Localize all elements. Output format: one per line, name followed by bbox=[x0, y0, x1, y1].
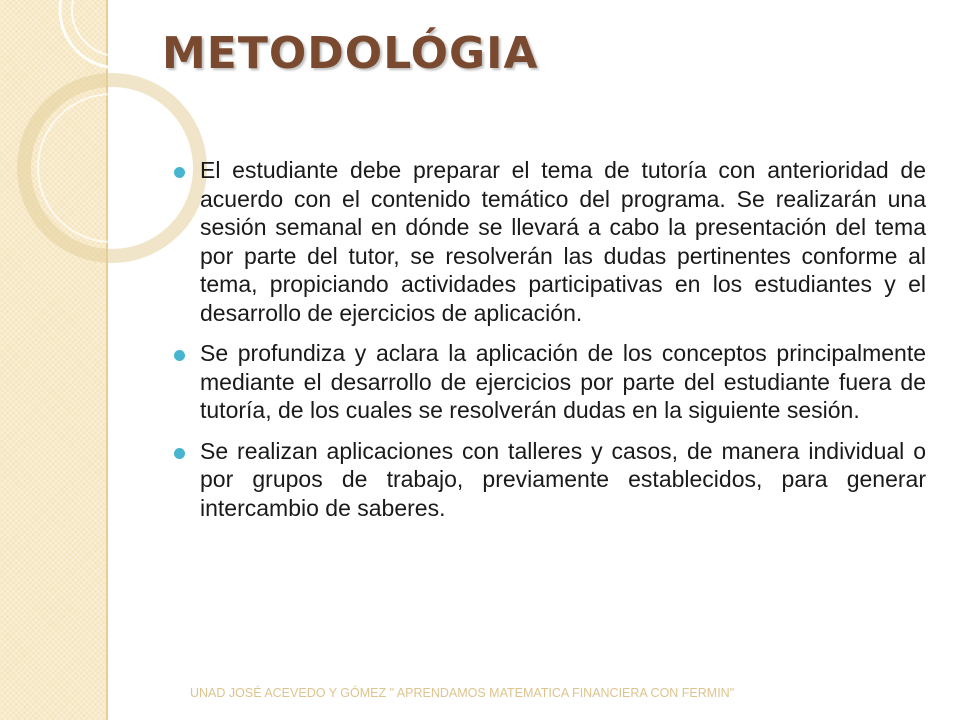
bullet-list bbox=[162, 156, 926, 534]
bullet-text: Se profundiza y aclara la aplicación de los conceptos principalmente mediante el desarrollo de ejercicios por parte del estudiante fuera de tutoría, de los cuales se resolverán dudas en la siguiente sesión. bbox=[200, 340, 926, 423]
bullet-dot-icon bbox=[174, 167, 185, 178]
bullet-dot-icon bbox=[174, 350, 185, 361]
list-item bbox=[162, 437, 926, 523]
list-item bbox=[162, 339, 926, 425]
bullet-text: Se realizan aplicaciones con talleres y casos, de manera individual o por grupos de trabajo, previamente establecidos, para generar intercambio de saberes. bbox=[200, 437, 926, 521]
left-decorative-strip bbox=[0, 0, 106, 720]
strip-edge-line bbox=[106, 0, 108, 720]
slide-title: METODOLÓGIA bbox=[162, 28, 539, 79]
list-item bbox=[162, 156, 926, 327]
slide-footer: UNAD JOSÉ ACEVEDO Y GÓMEZ " APRENDAMOS MATEMATICA FINANCIERA CON FERMIN" bbox=[190, 686, 735, 700]
bullet-text: El estudiante debe preparar el tema de tutoría con anterioridad de acuerdo con el contenido temático del programa. Se realizarán una sesión semanal en dónde se llevará a cabo la presentación del tema por parte del tutor, se resolverán las dudas pertinentes conforme al tema, propiciando actividades participativas en los estudiantes y el desarrollo de ejercicios de aplicación. bbox=[200, 157, 926, 326]
bullet-dot-icon bbox=[174, 448, 185, 459]
